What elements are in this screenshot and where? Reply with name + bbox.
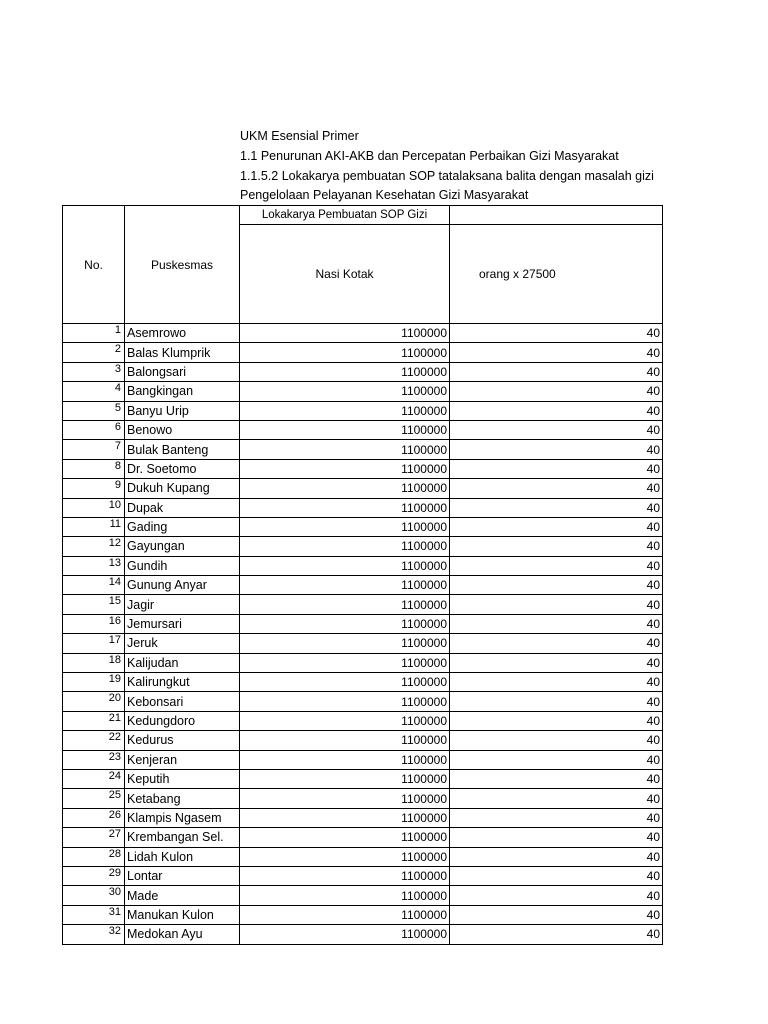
row-number: 6 [63,420,125,439]
data-table [62,205,663,945]
table-row [63,750,663,769]
puskesmas-name: Banyu Urip [125,401,240,420]
nasi-kotak-value: 1100000 [240,750,450,769]
nasi-kotak-value: 1100000 [240,517,450,536]
nasi-kotak-value: 1100000 [240,440,450,459]
nasi-kotak-value: 1100000 [240,905,450,924]
nasi-kotak-value: 1100000 [240,382,450,401]
orang-value: 40 [450,324,663,343]
puskesmas-name: Jemursari [125,614,240,633]
puskesmas-name: Gundih [125,556,240,575]
row-number: 9 [63,479,125,498]
puskesmas-name: Lidah Kulon [125,847,240,866]
row-number: 21 [63,711,125,730]
table-body [63,324,663,945]
column-group-header: Lokakarya Pembuatan SOP Gizi [240,206,450,225]
puskesmas-name: Dupak [125,498,240,517]
nasi-kotak-value: 1100000 [240,847,450,866]
table-row [63,925,663,944]
row-number: 22 [63,731,125,750]
puskesmas-name: Gayungan [125,537,240,556]
row-number: 15 [63,595,125,614]
orang-value: 40 [450,362,663,381]
nasi-kotak-value: 1100000 [240,343,450,362]
header-title: UKM Esensial Primer [240,129,359,143]
table-row [63,808,663,827]
orang-value: 40 [450,789,663,808]
puskesmas-name: Kalijudan [125,653,240,672]
nasi-kotak-value: 1100000 [240,420,450,439]
puskesmas-name: Balongsari [125,362,240,381]
orang-value: 40 [450,847,663,866]
nasi-kotak-value: 1100000 [240,866,450,885]
puskesmas-name: Manukan Kulon [125,905,240,924]
puskesmas-name: Lontar [125,866,240,885]
orang-value: 40 [450,769,663,788]
puskesmas-name: Krembangan Sel. [125,828,240,847]
orang-value: 40 [450,440,663,459]
nasi-kotak-value: 1100000 [240,595,450,614]
orang-value: 40 [450,886,663,905]
nasi-kotak-value: 1100000 [240,537,450,556]
puskesmas-name: Bangkingan [125,382,240,401]
table-row [63,556,663,575]
orang-value: 40 [450,343,663,362]
row-number: 18 [63,653,125,672]
table-row [63,847,663,866]
nasi-kotak-value: 1100000 [240,711,450,730]
column-header-puskesmas: Puskesmas [125,206,240,324]
orang-value: 40 [450,517,663,536]
table-row [63,653,663,672]
row-number: 17 [63,634,125,653]
table-row [63,614,663,633]
nasi-kotak-value: 1100000 [240,828,450,847]
nasi-kotak-value: 1100000 [240,479,450,498]
row-number: 16 [63,614,125,633]
table-row [63,537,663,556]
nasi-kotak-value: 1100000 [240,673,450,692]
nasi-kotak-value: 1100000 [240,324,450,343]
nasi-kotak-value: 1100000 [240,634,450,653]
row-number: 26 [63,808,125,827]
row-number: 23 [63,750,125,769]
puskesmas-name: Gading [125,517,240,536]
puskesmas-name: Bulak Banteng [125,440,240,459]
orang-value: 40 [450,498,663,517]
orang-value: 40 [450,614,663,633]
orang-value: 40 [450,634,663,653]
table-row [63,362,663,381]
table-row [63,634,663,653]
table-row [63,479,663,498]
row-number: 30 [63,886,125,905]
table-row [63,343,663,362]
puskesmas-name: Kalirungkut [125,673,240,692]
table-row [63,692,663,711]
table-row [63,576,663,595]
row-number: 2 [63,343,125,362]
table-row [63,731,663,750]
row-number: 11 [63,517,125,536]
orang-value: 40 [450,576,663,595]
table-row [63,673,663,692]
puskesmas-name: Kenjeran [125,750,240,769]
nasi-kotak-value: 1100000 [240,556,450,575]
table-row [63,459,663,478]
header-subtitle-2: 1.1.5.2 Lokakarya pembuatan SOP tatalaksana balita dengan masalah gizi [240,169,654,183]
row-number: 29 [63,866,125,885]
nasi-kotak-value: 1100000 [240,692,450,711]
table-row [63,382,663,401]
nasi-kotak-value: 1100000 [240,789,450,808]
orang-value: 40 [450,750,663,769]
row-number: 32 [63,925,125,944]
nasi-kotak-value: 1100000 [240,808,450,827]
orang-value: 40 [450,537,663,556]
orang-value: 40 [450,459,663,478]
row-number: 19 [63,673,125,692]
nasi-kotak-value: 1100000 [240,401,450,420]
nasi-kotak-value: 1100000 [240,653,450,672]
row-number: 27 [63,828,125,847]
row-number: 20 [63,692,125,711]
puskesmas-name: Klampis Ngasem [125,808,240,827]
table-row [63,866,663,885]
table-row [63,517,663,536]
table-row [63,498,663,517]
table-row [63,905,663,924]
nasi-kotak-value: 1100000 [240,459,450,478]
table-row [63,420,663,439]
orang-value: 40 [450,692,663,711]
column-header-nasi-kotak: Nasi Kotak [240,225,450,324]
nasi-kotak-value: 1100000 [240,614,450,633]
row-number: 12 [63,537,125,556]
orang-value: 40 [450,382,663,401]
puskesmas-name: Kedurus [125,731,240,750]
orang-value: 40 [450,653,663,672]
puskesmas-name: Ketabang [125,789,240,808]
table-row [63,789,663,808]
puskesmas-name: Dukuh Kupang [125,479,240,498]
nasi-kotak-value: 1100000 [240,886,450,905]
header-subtitle-3: Pengelolaan Pelayanan Kesehatan Gizi Masyarakat [240,188,529,202]
nasi-kotak-value: 1100000 [240,498,450,517]
nasi-kotak-value: 1100000 [240,925,450,944]
row-number: 7 [63,440,125,459]
table-row [63,401,663,420]
table-row [63,886,663,905]
table-row [63,440,663,459]
table-row [63,324,663,343]
puskesmas-name: Kedungdoro [125,711,240,730]
nasi-kotak-value: 1100000 [240,362,450,381]
puskesmas-name: Medokan Ayu [125,925,240,944]
orang-value: 40 [450,479,663,498]
nasi-kotak-value: 1100000 [240,576,450,595]
header-subtitle-1: 1.1 Penurunan AKI-AKB dan Percepatan Perbaikan Gizi Masyarakat [240,149,619,163]
row-number: 8 [63,459,125,478]
row-number: 13 [63,556,125,575]
orang-value: 40 [450,828,663,847]
puskesmas-name: Gunung Anyar [125,576,240,595]
table-row [63,769,663,788]
table-row [63,595,663,614]
orang-value: 40 [450,673,663,692]
puskesmas-name: Jagir [125,595,240,614]
column-group-header-empty [450,206,663,225]
orang-value: 40 [450,866,663,885]
puskesmas-name: Asemrowo [125,324,240,343]
puskesmas-name: Balas Klumprik [125,343,240,362]
column-header-no: No. [63,206,125,324]
orang-value: 40 [450,595,663,614]
row-number: 1 [63,324,125,343]
puskesmas-name: Benowo [125,420,240,439]
row-number: 25 [63,789,125,808]
row-number: 10 [63,498,125,517]
row-number: 5 [63,401,125,420]
orang-value: 40 [450,905,663,924]
row-number: 4 [63,382,125,401]
puskesmas-name: Kebonsari [125,692,240,711]
orang-value: 40 [450,401,663,420]
orang-value: 40 [450,711,663,730]
table-row [63,711,663,730]
puskesmas-name: Dr. Soetomo [125,459,240,478]
orang-value: 40 [450,808,663,827]
row-number: 31 [63,905,125,924]
orang-value: 40 [450,420,663,439]
nasi-kotak-value: 1100000 [240,731,450,750]
table-row [63,828,663,847]
puskesmas-name: Made [125,886,240,905]
row-number: 14 [63,576,125,595]
orang-value: 40 [450,731,663,750]
puskesmas-name: Jeruk [125,634,240,653]
nasi-kotak-value: 1100000 [240,769,450,788]
row-number: 28 [63,847,125,866]
orang-value: 40 [450,925,663,944]
row-number: 3 [63,362,125,381]
puskesmas-name: Keputih [125,769,240,788]
orang-value: 40 [450,556,663,575]
row-number: 24 [63,769,125,788]
column-header-orang: orang x 27500 [450,225,663,324]
